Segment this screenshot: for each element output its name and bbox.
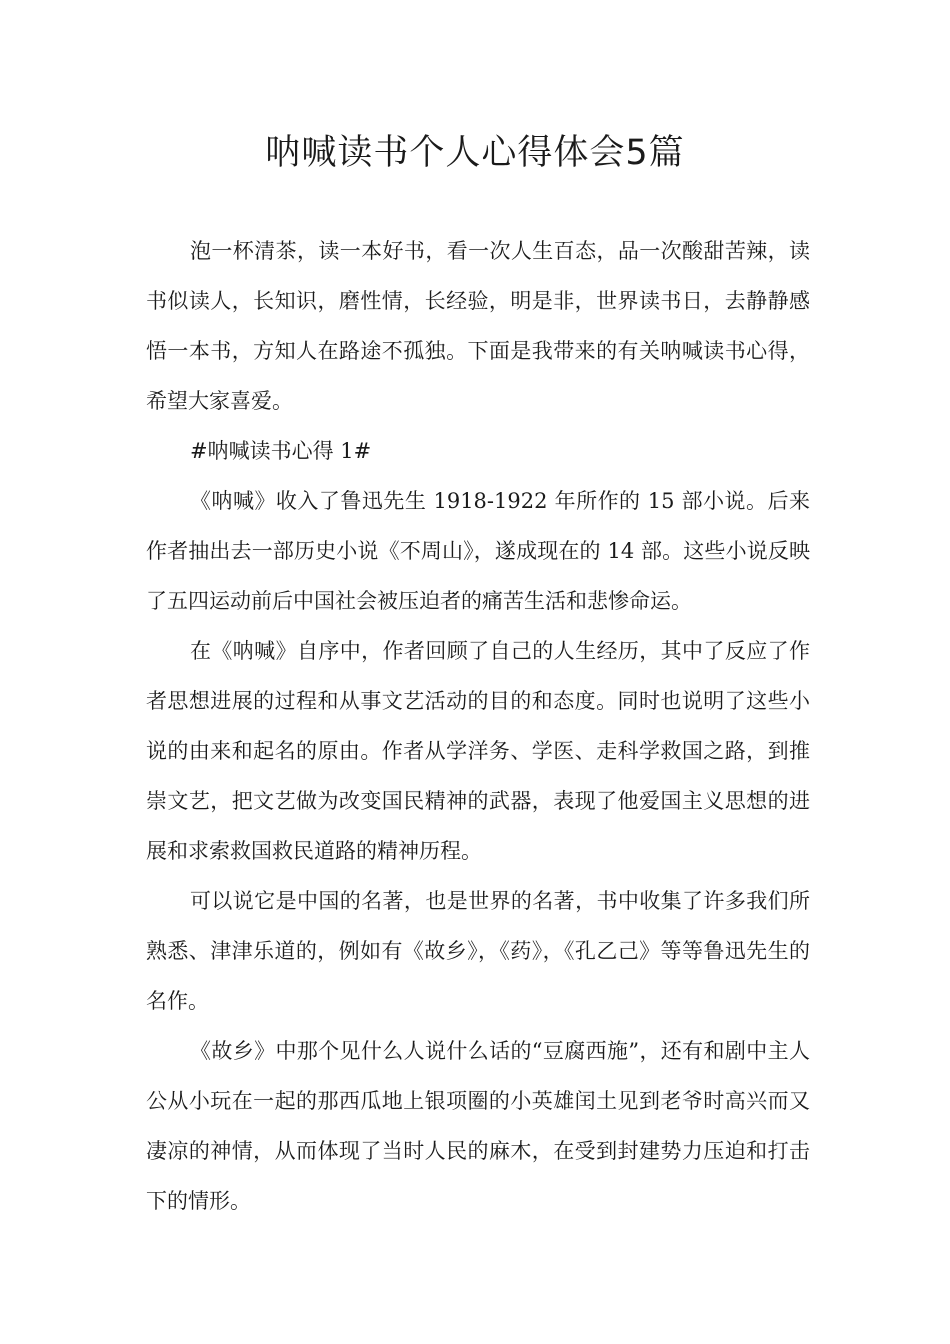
paragraph-2: 在《呐喊》自序中，作者回顾了自己的人生经历，其中了反应了作者思想进展的过程和从事文艺活动的目的和态度。同时也说明了这些小说的由来和起名的原由。作者从学洋务、学医、走科学救国之路，到推崇文艺，把文艺做为改变国民精神的武器，表现了他爱国主义思想的进展和求索救国救民道路的精神历程。 [146, 639, 810, 863]
paragraph-intro: 泡一杯清茶，读一本好书，看一次人生百态，品一次酸甜苦辣，读书似读人，长知识，磨性情，长经验，明是非，世界读书日，去静静感悟一本书，方知人在路途不孤独。下面是我带来的有关呐喊读书心得，希望大家喜爱。 [146, 239, 810, 413]
document-title: 呐喊读书个人心得体会5篇 [265, 133, 685, 173]
paragraph-3: 可以说它是中国的名著，也是世界的名著，书中收集了许多我们所熟悉、津津乐道的，例如有《故乡》，《药》，《孔乙己》等等鲁迅先生的名作。 [146, 889, 810, 1013]
paragraph-1: 《呐喊》收入了鲁迅先生 1918-1922 年所作的 15 部小说。后来作者抽出去一部历史小说《不周山》，遂成现在的 14 部。这些小说反映了五四运动前后中国社会被压迫者的痛苦生活和悲惨命运。 [146, 489, 810, 613]
section-heading-1: #呐喊读书心得 1# [190, 439, 372, 463]
paragraph-4: 《故乡》中那个见什么人说什么话的“豆腐西施”，还有和剧中主人公从小玩在一起的那西瓜地上银项圈的小英雄闰土见到老爷时高兴而又凄凉的神情，从而体现了当时人民的麻木，在受到封建势力压迫和打击下的情形。 [146, 1039, 810, 1213]
document-body [146, 226, 810, 1226]
